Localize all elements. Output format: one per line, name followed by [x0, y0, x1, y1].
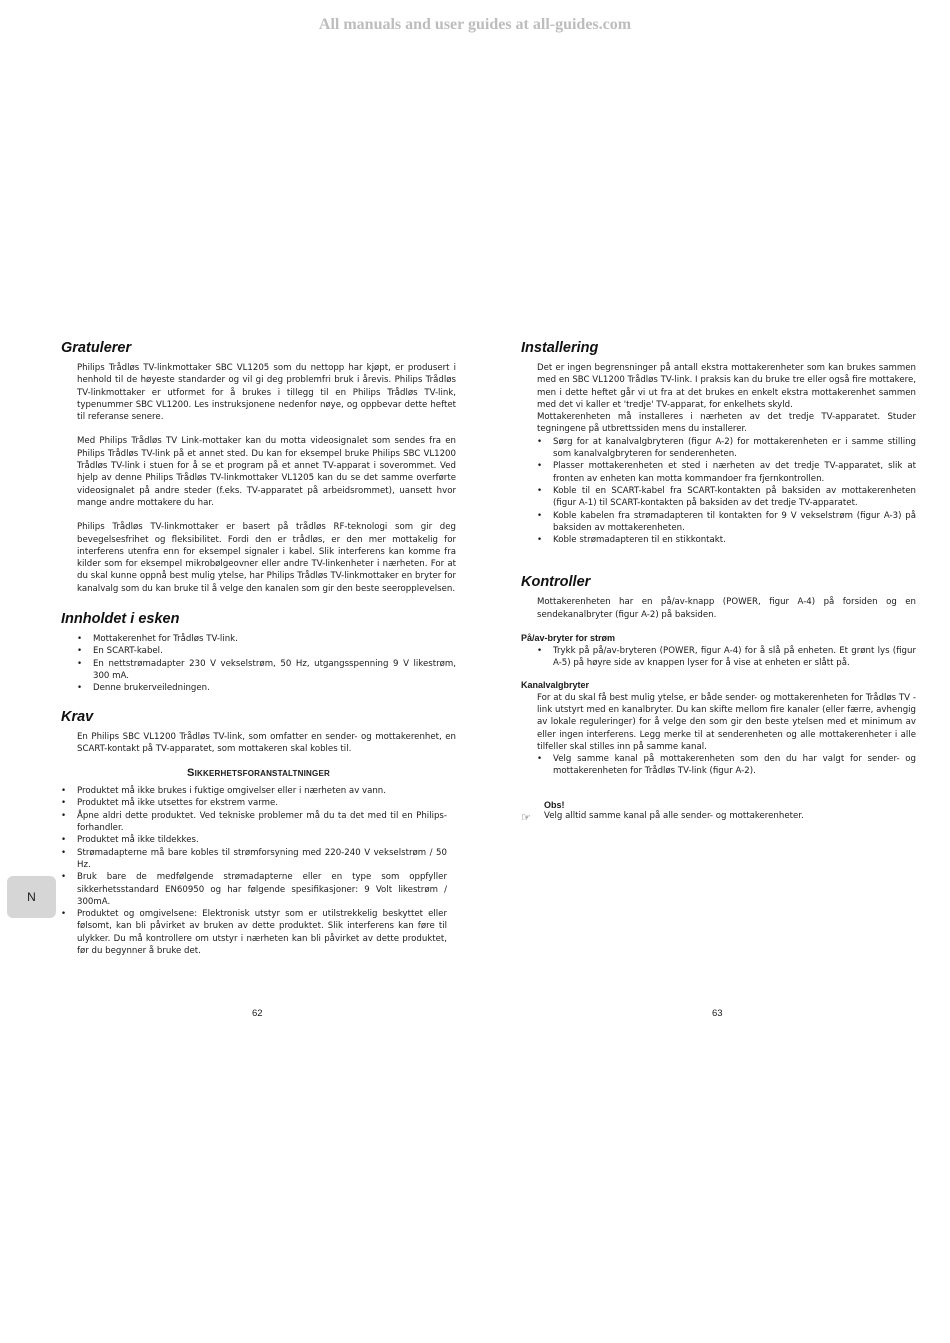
list-item: • Produktet må ikke brukes i fuktige omgivelser eller i nærheten av vann.: [61, 785, 447, 797]
note-text: Velg alltid samme kanal på alle sender- og mottakerenheter.: [544, 810, 804, 821]
section-title-kontroller: Kontroller: [521, 574, 591, 591]
page-number-left: 62: [252, 1008, 263, 1019]
list-item: • Strømadapterne må bare kobles til strømforsyning med 220-240 V vekselstrøm / 50 Hz.: [61, 847, 447, 872]
pointing-hand-icon: ☞: [521, 810, 531, 824]
list-item: • Velg samme kanal på mottakerenheten som den du har valgt for sender- og mottakerenheten for Trådløs TV-link (figur A-2).: [537, 753, 916, 778]
page-number-right: 63: [712, 1008, 723, 1019]
list-item: • En SCART-kabel.: [77, 645, 456, 657]
section-title-krav: Krav: [61, 708, 94, 725]
language-tab: N: [7, 876, 56, 918]
section-title-gratulerer: Gratulerer: [61, 340, 132, 356]
right-page-column: [521, 340, 916, 822]
subsection-title-power: På/av-bryter for strøm: [521, 633, 616, 644]
list-item: • Koble til en SCART-kabel fra SCART-kontakten på baksiden av mottakerenheten (figur A-1) til SCART-kontakten på baksiden av det tredje TV-apparatet.: [537, 485, 916, 510]
list-item: • Denne brukerveiledningen.: [77, 682, 456, 694]
list-item: • Åpne aldri dette produktet. Ved tekniske problemer må du ta det med til en Philips-forhandler.: [61, 810, 447, 835]
channel-list: [521, 753, 916, 778]
list-item: • Trykk på på/av-bryteren (POWER, figur A-4) for å slå på enheten. Et grønt lys (figur A-5) på høyre side av knappen lyser for å vise at enheten er slått på.: [537, 645, 916, 670]
installation-steps-list: [521, 436, 916, 547]
list-item: • Bruk bare de medfølgende strømadapterne eller en type som oppfyller sikkerhetsstandard EN60950 og har følgende spesifikasjoner: 9 Volt likestrøm / 300mA.: [61, 871, 447, 908]
gratulerer-paragraph-3: Philips Trådløs TV-linkmottaker er basert på trådløs RF-teknologi som gir deg bevegelsesfrihet og fleksibilitet. Fordi den er trådløs, er den mer mottakelig for interferens utenfra enn for eksempel signaler i kabel. Slik interferens kan komme fra kilder som for eksempel mikrobølgeovner eller andre TV-linkenheter i nærheten. For at du skal kunne oppnå best mulig ytelse, har Philips Trådløs TV-linkmottaker en bryter for kanalvalg som du kan bruke til å velge den kanalen som gir den beste seeropplevelsen.: [77, 522, 456, 594]
krav-paragraph: En Philips SBC VL1200 Trådløs TV-link, som omfatter en sender- og mottakerenhet, en SCART-kontakt på TV-apparatet, som mottakeren skal kobles til.: [77, 731, 456, 754]
installering-paragraph-2: Mottakerenheten må installeres i nærheten av det tredje TV-apparatet. Studer tegningene på utbrettssiden mens du installerer.: [537, 412, 916, 435]
kanal-paragraph: For at du skal få best mulig ytelse, er både sender- og mottakerenheten for Trådløs TV -link utstyrt med en kanalbryter. Du kan skifte mellom fire kanaler (eller færre, avhengig av lokale reguleringer) for å velge den som gir den beste ytelsen med et minimum av eller ingen interferens. Legg merke til at senderenheten og alle mottakerenheter i alle tilfeller skal stilles inn på samme kanal.: [537, 692, 916, 752]
watermark: All manuals and user guides at all-guides.com: [318, 16, 632, 33]
list-item: • Produktet og omgivelsene: Elektronisk utstyr som er utilstrekkelig beskyttet eller følsomt, kan bli påvirket av bruken av dette produktet. Slik interferens kan føre til ulykker. Du må kontrollere om utstyr i nærheten kan bli påvirket av dette produktet, før du begynner å bruke det.: [61, 908, 447, 957]
list-item: • Produktet må ikke tildekkes.: [61, 834, 447, 846]
note-box: [521, 800, 916, 822]
installering-paragraph-1: Det er ingen begrensninger på antall ekstra mottakerenheter som kan brukes sammen med en SBC VL1200 Trådløs TV-link. I praksis kan du bruke tre eller også fire mottakere, men i dette heftet går vi ut fra at det brukes en enkelt ekstra mottakerenhet sammen med det vi kaller et 'tredje' TV-apparat, for enkelhets skyld.: [537, 363, 916, 410]
subsection-title-kanal: Kanalvalgbryter: [521, 679, 590, 690]
section-title-sikkerhet: Sikkerhetsforanstaltninger: [187, 767, 330, 780]
power-list: [521, 645, 916, 670]
section-title-installering: Installering: [521, 340, 599, 356]
list-item: • En nettstrømadapter 230 V vekselstrøm, 50 Hz, utgangsspenning 9 V likestrøm, 300 mA.: [77, 658, 456, 683]
list-item: • Koble strømadapteren til en stikkontakt.: [537, 534, 916, 546]
kontroller-paragraph: Mottakerenheten har en på/av-knapp (POWER, figur A-4) på forsiden og en sendekanalbryter (figur A-2) på baksiden.: [537, 597, 916, 620]
section-title-innholdet: Innholdet i esken: [61, 611, 180, 628]
list-item: • Produktet må ikke utsettes for ekstrem varme.: [61, 797, 447, 809]
contents-list: [61, 633, 456, 694]
list-item: • Koble kabelen fra strømadapteren til kontakten for 9 V vekselstrøm (figur A-3) på baksiden av mottakerenheten.: [537, 510, 916, 535]
gratulerer-paragraph-1: Philips Trådløs TV-linkmottaker SBC VL1205 som du nettopp har kjøpt, er produsert i henhold til de høyeste standarder og vil gi deg problemfri bruk i årevis. Philips Trådløs TV-linkmottaker er utformet for å brukes i tillegg til en Philips Trådløs TV-link, typenummer SBC VL1200. Les instruksjonene nedenfor nøye, og oppbevar dette heftet til referanse senere.: [77, 363, 456, 423]
note-title: Obs!: [544, 799, 565, 810]
safety-list: [61, 785, 447, 957]
list-item: • Plasser mottakerenheten et sted i nærheten av det tredje TV-apparatet, slik at fronten av enheten kan motta kommandoer fra fjernkontrollen.: [537, 460, 916, 485]
list-item: • Sørg for at kanalvalgbryteren (figur A-2) for mottakerenheten er i samme stilling som kanalvalgbryteren for senderenheten.: [537, 436, 916, 461]
left-page-column: [61, 340, 456, 957]
list-item: • Mottakerenhet for Trådløs TV-link.: [77, 633, 456, 645]
gratulerer-paragraph-2: Med Philips Trådløs TV Link-mottaker kan du motta videosignalet som sendes fra en Philips Trådløs TV-link på et annet sted. Du kan for eksempel bruke Philips SBC VL1200 Trådløs TV-link i stuen for å se et program på et annet TV-apparat i soverommet. Ved hjelp av denne Philips Trådløs TV-linkmottaker VL1205 kan du se det samme overførte videosignalet på andre steder (f.eks. TV-apparatet på arbeidsrommet), uansett hvor mange andre mottakere du har.: [77, 436, 456, 508]
